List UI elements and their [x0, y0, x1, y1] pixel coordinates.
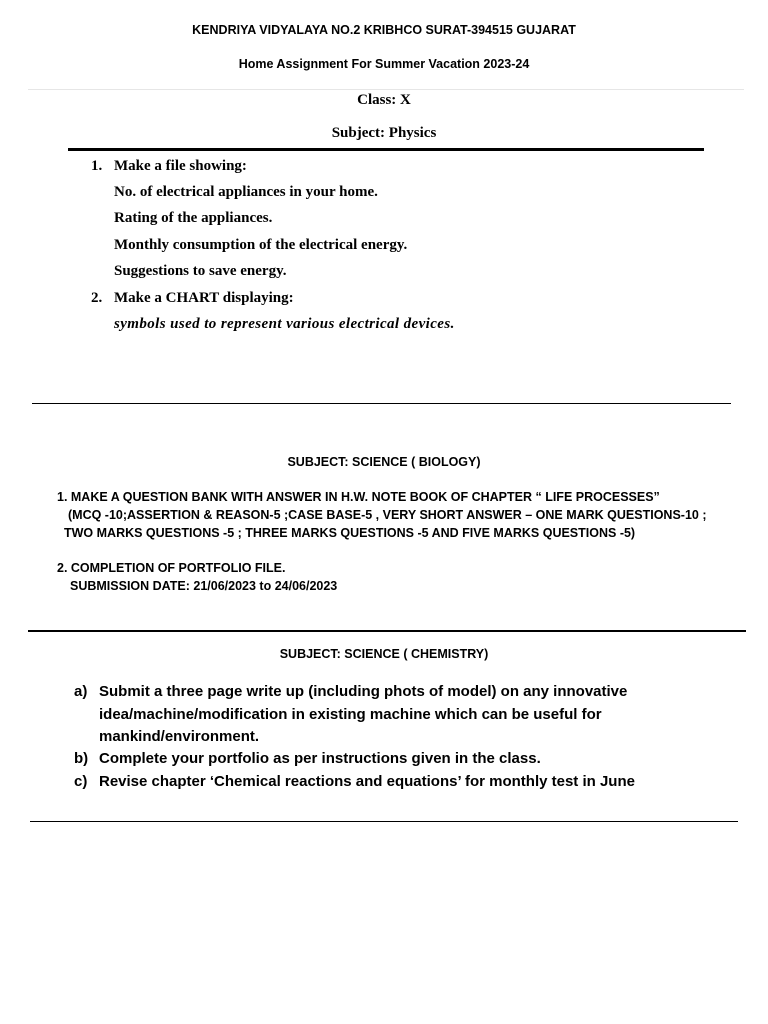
- chemistry-item-a-line-1: Submit a three page write up (including phots of model) on any innovative: [99, 683, 628, 700]
- school-name: KENDRIYA VIDYALAYA NO.2 KRIBHCO SURAT-394515 GUJARAT: [192, 23, 576, 37]
- biology-item-1-line-2: (MCQ -10;ASSERTION & REASON-5 ;CASE BASE-5 , VERY SHORT ANSWER – ONE MARK QUESTIONS-10 ;: [68, 508, 707, 522]
- biology-item-2-line-2: SUBMISSION DATE: 21/06/2023 to 24/06/2023: [70, 579, 338, 593]
- section-divider-physics: [32, 403, 731, 404]
- assignment-title: Home Assignment For Summer Vacation 2023-24: [238, 57, 530, 71]
- chemistry-heading: SUBJECT: SCIENCE ( CHEMISTRY): [279, 647, 489, 661]
- physics-item-2: [0, 290, 768, 310]
- biology-item-1-line-1: 1. MAKE A QUESTION BANK WITH ANSWER IN H.W. NOTE BOOK OF CHAPTER “ LIFE PROCESSES”: [57, 490, 660, 504]
- chemistry-item-b-label: b): [74, 750, 89, 767]
- chemistry-item-c-line-1: Revise chapter ‘Chemical reactions and equations’ for monthly test in June: [99, 773, 635, 790]
- physics-item-1: [0, 158, 768, 178]
- physics-item-2-title: Make a CHART displaying:: [114, 290, 294, 306]
- physics-item-2-number: 2.: [91, 290, 103, 306]
- chemistry-item-c-label: c): [74, 773, 88, 790]
- chemistry-item-a-label: a): [74, 683, 88, 700]
- physics-item-1-sub-2: Rating of the appliances.: [114, 210, 273, 226]
- physics-rule: [68, 148, 704, 151]
- physics-item-1-sub-1: No. of electrical appliances in your home.: [114, 184, 378, 200]
- chemistry-item-a-line-3: mankind/environment.: [99, 728, 260, 745]
- physics-item-2-sub-1: symbols used to represent various electrical devices.: [114, 316, 455, 332]
- biology-item-1-line-3: TWO MARKS QUESTIONS -5 ; THREE MARKS QUESTIONS -5 AND FIVE MARKS QUESTIONS -5): [64, 526, 636, 540]
- chemistry-item-c: [0, 773, 768, 793]
- physics-item-1-title: Make a file showing:: [114, 158, 247, 174]
- physics-subject-label: Subject: Physics: [331, 125, 437, 141]
- section-divider-biology: [28, 630, 746, 632]
- chemistry-item-a-line-2: idea/machine/modification in existing machine which can be useful for: [99, 706, 602, 723]
- chemistry-item-b-line-1: Complete your portfolio as per instructions given in the class.: [99, 750, 541, 767]
- physics-item-1-sub-3: Monthly consumption of the electrical energy.: [114, 237, 408, 253]
- physics-item-1-number: 1.: [91, 158, 103, 174]
- header-divider: [28, 89, 744, 90]
- chemistry-item-a: [0, 683, 768, 703]
- chemistry-item-b: [0, 750, 768, 770]
- physics-item-1-sub-4: Suggestions to save energy.: [114, 263, 287, 279]
- class-label: Class: X: [357, 92, 411, 108]
- biology-item-2-line-1: 2. COMPLETION OF PORTFOLIO FILE.: [57, 561, 286, 575]
- biology-heading: SUBJECT: SCIENCE ( BIOLOGY): [287, 455, 481, 469]
- section-divider-chemistry: [30, 821, 738, 822]
